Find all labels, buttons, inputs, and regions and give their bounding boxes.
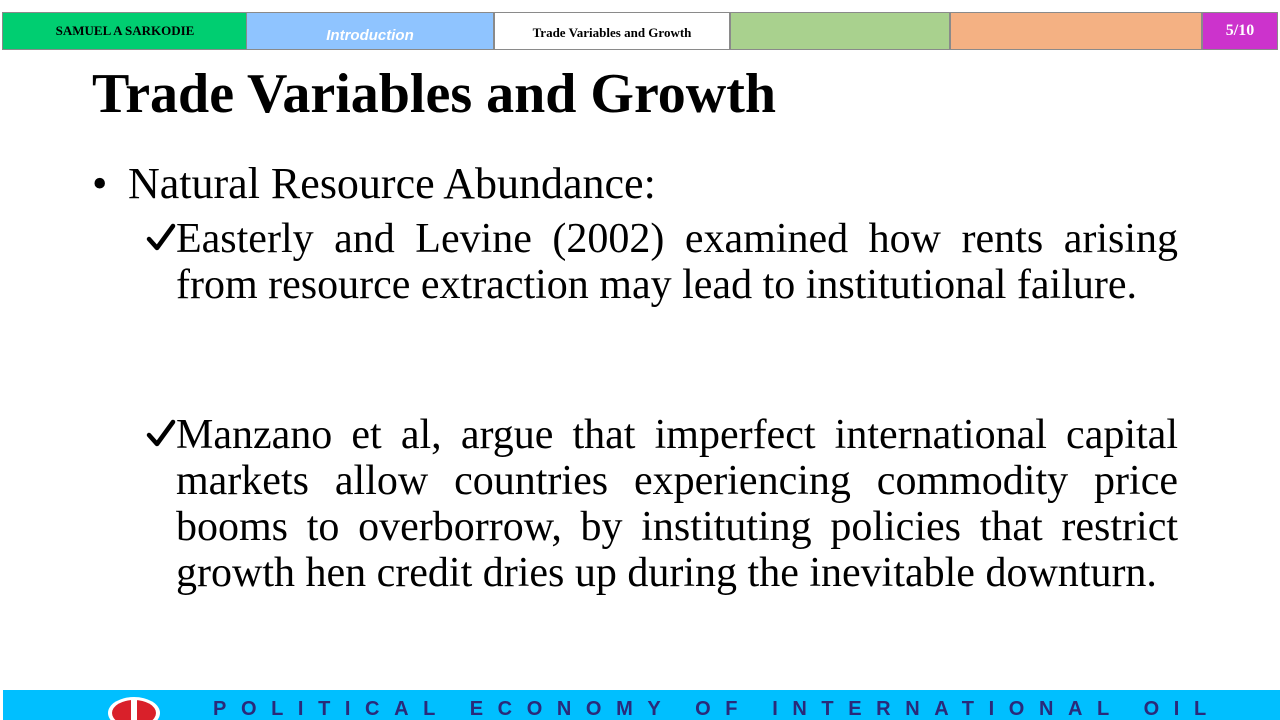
nav-tab-empty-green[interactable] bbox=[730, 12, 950, 50]
bullet-heading bbox=[92, 158, 656, 209]
check-point-1-text: Easterly and Levine (2002) examined how rents arising from resource extraction may lead to institutional failure. bbox=[176, 216, 1178, 308]
nav-tab-trade-variables[interactable] bbox=[494, 12, 730, 50]
footer-title: POLITICAL ECONOMY OF INTERNATIONAL OIL bbox=[213, 698, 1221, 720]
check-point-2-text: Manzano et al, argue that imperfect international capital markets allow countries experiencing commodity price booms to overborrow, by instituting policies that restrict growth hen credit dries up during the inevitable downturn. bbox=[176, 412, 1178, 596]
bullet-heading-text: Natural Resource Abundance: bbox=[128, 159, 656, 208]
footer-band bbox=[3, 690, 1280, 720]
nav-tab-author-label: SAMUEL A SARKODIE bbox=[55, 23, 195, 38]
checkmark-icon bbox=[146, 418, 176, 450]
nav-tab-author[interactable] bbox=[2, 12, 248, 50]
checkmark-icon bbox=[146, 222, 176, 254]
nav-tab-empty-orange[interactable] bbox=[950, 12, 1202, 50]
nav-tab-introduction[interactable] bbox=[246, 12, 494, 50]
nav-tab-introduction-label: Introduction bbox=[326, 26, 414, 44]
circle-logo-icon bbox=[107, 696, 161, 720]
page-number-badge bbox=[1202, 12, 1278, 50]
check-point-1 bbox=[146, 216, 1178, 308]
check-point-2 bbox=[146, 412, 1178, 596]
slide-title: Trade Variables and Growth bbox=[92, 63, 777, 125]
bullet-dot-icon: • bbox=[92, 159, 108, 208]
nav-tab-trade-variables-label: Trade Variables and Growth bbox=[532, 25, 692, 40]
page-number-label: 5/10 bbox=[1225, 22, 1255, 39]
top-navigation-bar bbox=[0, 12, 1280, 52]
